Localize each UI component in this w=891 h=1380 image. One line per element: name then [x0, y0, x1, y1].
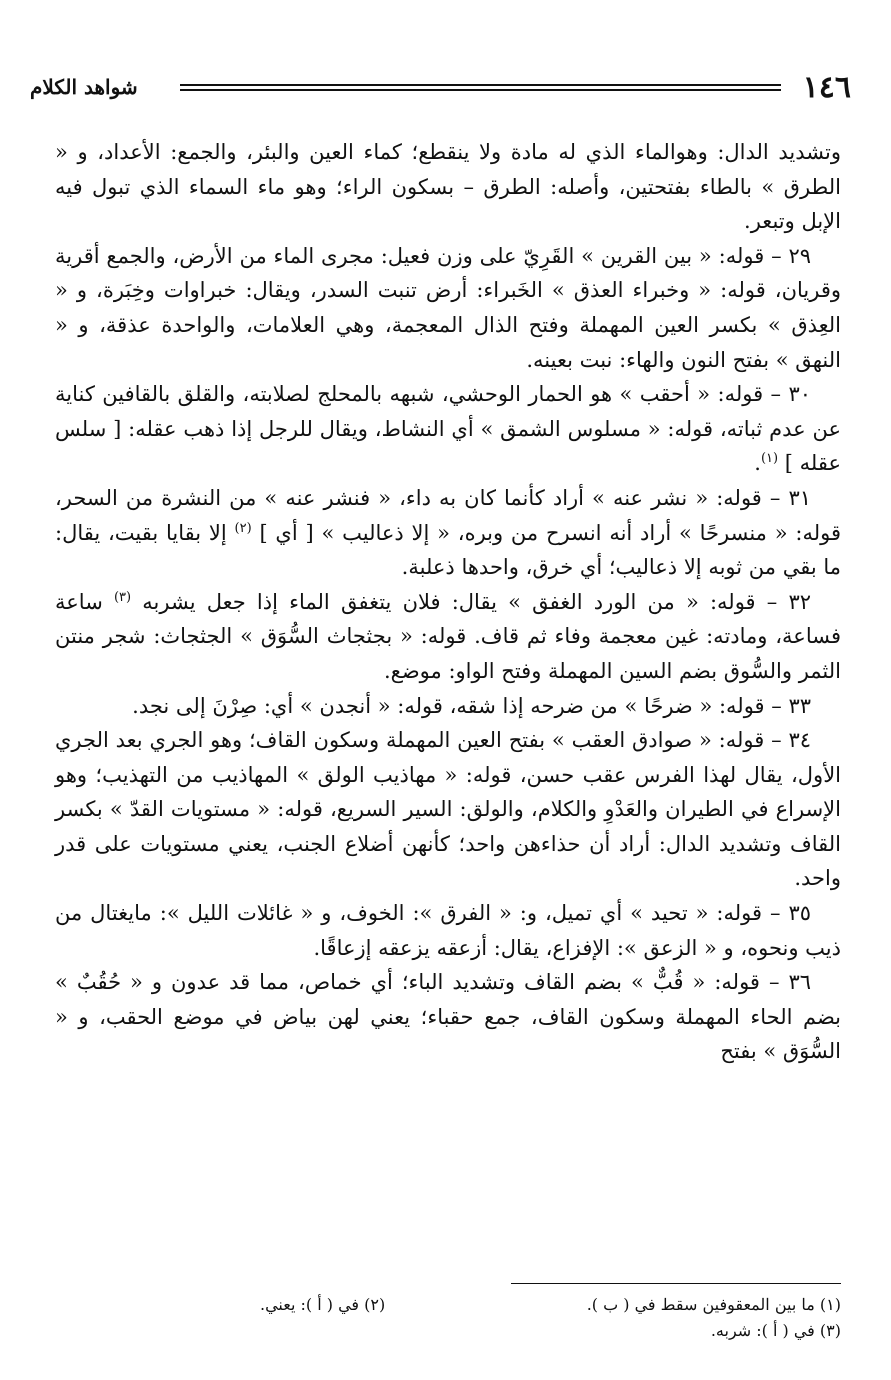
- paragraph-text: ٣٠ – قوله: « أحقب » هو الحمار الوحشي، شبهه بالمحلج لصلابته، والقلق بالقافين كناية عن عدم ثباته، قوله: « مسلوس الشمق » أي النشاط، ويقال للرجل إذا ذهب عقله: [ سلس عقله ]: [55, 382, 841, 476]
- footnotes: [150, 1292, 841, 1344]
- paragraph-36: [55, 965, 841, 1069]
- footnote-row: [150, 1318, 841, 1344]
- footnote-2: (٢) في ( أ ): يعني.: [260, 1295, 386, 1314]
- paragraph-text: وتشديد الدال: وهوالماء الذي له مادة ولا ينقطع؛ كماء العين والبئر، والجمع: الأعداد، و « الطرق » بالطاء بفتحتين، وأصله: الطرق – بسكون الراء؛ وهو ماء السماء الذي تبول فيه الإبل وتبعر.: [55, 140, 841, 234]
- paragraph-29: [55, 239, 841, 377]
- footnote-separator: [511, 1283, 841, 1284]
- footnote-ref-2: (٢): [234, 520, 252, 536]
- footnote-1: (١) ما بين المعقوفين سقط في ( ب ).: [586, 1295, 841, 1314]
- page-number: ١٤٦: [802, 70, 851, 105]
- footnote-ref-3: (٣): [113, 589, 132, 605]
- footnote-row: [150, 1292, 841, 1318]
- paragraph-31: [55, 481, 841, 585]
- paragraph-text: ٣١ – قوله: « نشر عنه » أراد كأنما كان به داء، « فنشر عنه » من النشرة من السحر، قوله: « منسرحًا » أراد أنه انسرح من وبره، « إلا ذعاليب » [ أي ]: [55, 485, 841, 545]
- paragraph-33: [55, 689, 841, 724]
- paragraph-continuation: [55, 135, 841, 239]
- paragraph-text: ٣٢ – قوله: « من الورد الغفق » يقال: فلان يتغفق الماء إذا جعل يشربه: [142, 589, 812, 614]
- paragraph-text-cont: إلا بقايا بقيت، يقال: ما بقي من ثوبه إلا ذعاليب؛ أي خرق، واحدها ذعلبة.: [55, 520, 841, 580]
- footnote-3: (٣) في ( أ ): شربه.: [710, 1321, 841, 1340]
- paragraph-32: [55, 585, 841, 689]
- paragraph-text-cont: ساعة فساعة، ومادته: غين معجمة وفاء ثم قاف. قوله: « بجثجاث السُّوَق » الجثجاث: شجر منتن الثمر والسُّوق بضم السين المهملة وفتح الواو: موضع.: [55, 589, 841, 683]
- page-header: [30, 70, 851, 106]
- paragraph-35: [55, 896, 841, 965]
- paragraph-text: ٢٩ – قوله: « بين القرين » القَرِيّ على وزن فعيل: مجرى الماء من الأرض، والجمع أقرية وقريان، قوله: « وخبراء العذق » الخَبراء: أرض تنبت السدر، ويقال: خبراوات وخِبَرة، و « العِذق » بكسر العين المهملة وفتح الذال المعجمة، وهي العلامات، والواحدة عذقة، و « النهق » بفتح النون والهاء: نبت بعينه.: [55, 243, 841, 372]
- paragraph-text: ٣٥ – قوله: « تحيد » أي تميل، و: « الفرق »: الخوف، و « غائلات الليل »: مايغتال من ذيب ونحوه، و « الزعق »: الإفزاع، يقال: أزعقه يزعقه إزعاقًا.: [55, 901, 841, 960]
- paragraph-text: ٣٦ – قوله: « قُبٌّ » بضم القاف وتشديد الباء؛ أي خماص، مما قد عدون و « حُقُبٌ » بضم الحاء المهملة وسكون القاف، جمع حقباء؛ يعني لهن بياض في موضع الحقب، و « السُّوَق » بفتح: [55, 970, 841, 1064]
- paragraph-end: .: [754, 451, 761, 476]
- header-double-rule: [180, 84, 781, 91]
- paragraph-text: ٣٤ – قوله: « صوادق العقب » بفتح العين المهملة وسكون القاف؛ وهو الجري بعد الجري الأول، يقال لهذا الفرس عقب حسن، قوله: « مهاذيب الولق » المهاذيب من التهذيب؛ وهو الإسراع في الطيران والعَدْوِ والكلام، والولق: السير السريع، قوله: « مستويات القدّ » بكسر القاف وتشديد الدال: أراد أن حذاءهن واحد؛ كأنهن أضلاع الجنب، يعني مستويات على قدر واحد.: [55, 728, 841, 891]
- running-title: شواهد الكلام: [30, 75, 138, 99]
- main-text: [55, 135, 841, 1069]
- paragraph-30: [55, 377, 841, 481]
- footnote-ref-1: (١): [760, 451, 779, 467]
- paragraph-34: [55, 723, 841, 896]
- paragraph-text: ٣٣ – قوله: « ضرحًا » من ضرحه إذا شقه، قوله: « أنجدن » أي: صِرْنَ إلى نجد.: [132, 693, 811, 718]
